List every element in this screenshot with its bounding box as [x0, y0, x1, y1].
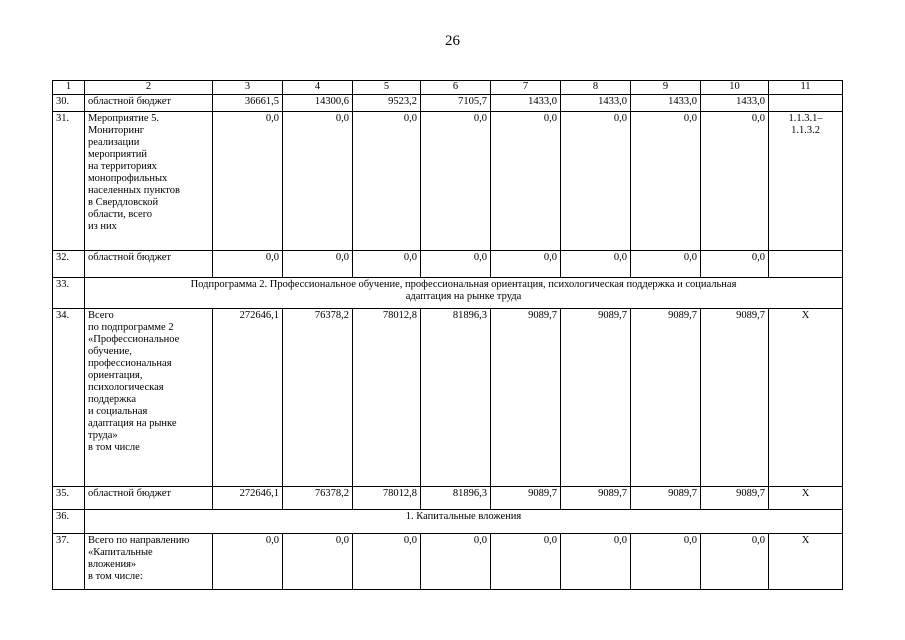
- value-cell-col-4: 0,0: [283, 534, 353, 590]
- table-row: [53, 278, 843, 309]
- value-cell-col-9: 1433,0: [631, 95, 701, 112]
- column-number-8: 8: [561, 81, 631, 95]
- value-cell-col-3: 0,0: [213, 112, 283, 251]
- value-cell-col-5: 0,0: [353, 534, 421, 590]
- budget-table: [52, 80, 843, 590]
- value-cell-col-6: 0,0: [421, 112, 491, 251]
- table-row: [53, 510, 843, 534]
- table-row: [53, 251, 843, 278]
- value-cell-col-9: 9089,7: [631, 487, 701, 510]
- row-index: 36.: [53, 510, 85, 534]
- value-cell-col-7: 1433,0: [491, 95, 561, 112]
- value-cell-col-8: 0,0: [561, 112, 631, 251]
- value-cell-col-5: 78012,8: [353, 309, 421, 487]
- row-name: областной бюджет: [85, 95, 213, 112]
- column-number-10: 10: [701, 81, 769, 95]
- value-cell-col-7: 0,0: [491, 112, 561, 251]
- column-number-11: 11: [769, 81, 843, 95]
- row-index: 32.: [53, 251, 85, 278]
- row-index: 37.: [53, 534, 85, 590]
- value-cell-col-9: 0,0: [631, 112, 701, 251]
- column-number-5: 5: [353, 81, 421, 95]
- value-cell-col-5: 0,0: [353, 112, 421, 251]
- value-cell-col-6: 81896,3: [421, 487, 491, 510]
- value-cell-col-3: 0,0: [213, 251, 283, 278]
- value-cell-col-3: 36661,5: [213, 95, 283, 112]
- column-number-9: 9: [631, 81, 701, 95]
- value-cell-col-3: 0,0: [213, 534, 283, 590]
- value-cell-col-5: 0,0: [353, 251, 421, 278]
- value-cell-col-8: 0,0: [561, 534, 631, 590]
- column-number-row: [53, 81, 843, 95]
- row-name: Всего по направлению «Капитальные вложения» в том числе:: [85, 534, 213, 590]
- table-row: [53, 112, 843, 251]
- value-cell-col-3: 272646,1: [213, 487, 283, 510]
- value-cell-col-6: 81896,3: [421, 309, 491, 487]
- row-name: Мероприятие 5. Мониторинг реализации мероприятий на территориях монопрофильных населенных пунктов в Свердловской области, всего из них: [85, 112, 213, 251]
- value-cell-col-10: 1433,0: [701, 95, 769, 112]
- row-index: 34.: [53, 309, 85, 487]
- column-number-7: 7: [491, 81, 561, 95]
- value-cell-col-7: 9089,7: [491, 487, 561, 510]
- value-cell-col-4: 0,0: [283, 112, 353, 251]
- value-cell-col-7: 0,0: [491, 251, 561, 278]
- row-index: 33.: [53, 278, 85, 309]
- target-indicator-cell: 1.1.3.1– 1.1.3.2: [769, 112, 843, 251]
- value-cell-col-10: 9089,7: [701, 309, 769, 487]
- row-index: 31.: [53, 112, 85, 251]
- target-indicator-cell: [769, 95, 843, 112]
- row-name: областной бюджет: [85, 487, 213, 510]
- row-name: областной бюджет: [85, 251, 213, 278]
- column-number-1: 1: [53, 81, 85, 95]
- column-number-6: 6: [421, 81, 491, 95]
- table-row: [53, 95, 843, 112]
- value-cell-col-4: 14300,6: [283, 95, 353, 112]
- value-cell-col-6: 7105,7: [421, 95, 491, 112]
- value-cell-col-10: 0,0: [701, 112, 769, 251]
- value-cell-col-8: 1433,0: [561, 95, 631, 112]
- value-cell-col-10: 0,0: [701, 534, 769, 590]
- target-indicator-cell: Х: [769, 309, 843, 487]
- page-number: 26: [445, 33, 460, 49]
- value-cell-col-10: 9089,7: [701, 487, 769, 510]
- value-cell-col-6: 0,0: [421, 534, 491, 590]
- value-cell-col-8: 9089,7: [561, 487, 631, 510]
- target-indicator-cell: Х: [769, 487, 843, 510]
- table-row: [53, 534, 843, 590]
- value-cell-col-6: 0,0: [421, 251, 491, 278]
- target-indicator-cell: Х: [769, 534, 843, 590]
- value-cell-col-8: 9089,7: [561, 309, 631, 487]
- table-row: [53, 309, 843, 487]
- value-cell-col-4: 76378,2: [283, 487, 353, 510]
- row-index: 35.: [53, 487, 85, 510]
- table-row: [53, 487, 843, 510]
- column-number-2: 2: [85, 81, 213, 95]
- value-cell-col-9: 0,0: [631, 534, 701, 590]
- row-index: 30.: [53, 95, 85, 112]
- target-indicator-cell: [769, 251, 843, 278]
- column-number-3: 3: [213, 81, 283, 95]
- value-cell-col-5: 78012,8: [353, 487, 421, 510]
- value-cell-col-4: 76378,2: [283, 309, 353, 487]
- value-cell-col-4: 0,0: [283, 251, 353, 278]
- section-header: 1. Капитальные вложения: [85, 510, 843, 534]
- value-cell-col-5: 9523,2: [353, 95, 421, 112]
- value-cell-col-10: 0,0: [701, 251, 769, 278]
- value-cell-col-9: 9089,7: [631, 309, 701, 487]
- value-cell-col-8: 0,0: [561, 251, 631, 278]
- value-cell-col-9: 0,0: [631, 251, 701, 278]
- row-name: Всего по подпрограмме 2 «Профессиональное обучение, профессиональная ориентация, психологическая поддержка и социальная адаптация на рынке труда» в том числе: [85, 309, 213, 487]
- column-number-4: 4: [283, 81, 353, 95]
- value-cell-col-7: 0,0: [491, 534, 561, 590]
- section-header: Подпрограмма 2. Профессиональное обучение, профессиональная ориентация, психологическая поддержка и социальная адаптация на рынке труда: [85, 278, 843, 309]
- value-cell-col-3: 272646,1: [213, 309, 283, 487]
- value-cell-col-7: 9089,7: [491, 309, 561, 487]
